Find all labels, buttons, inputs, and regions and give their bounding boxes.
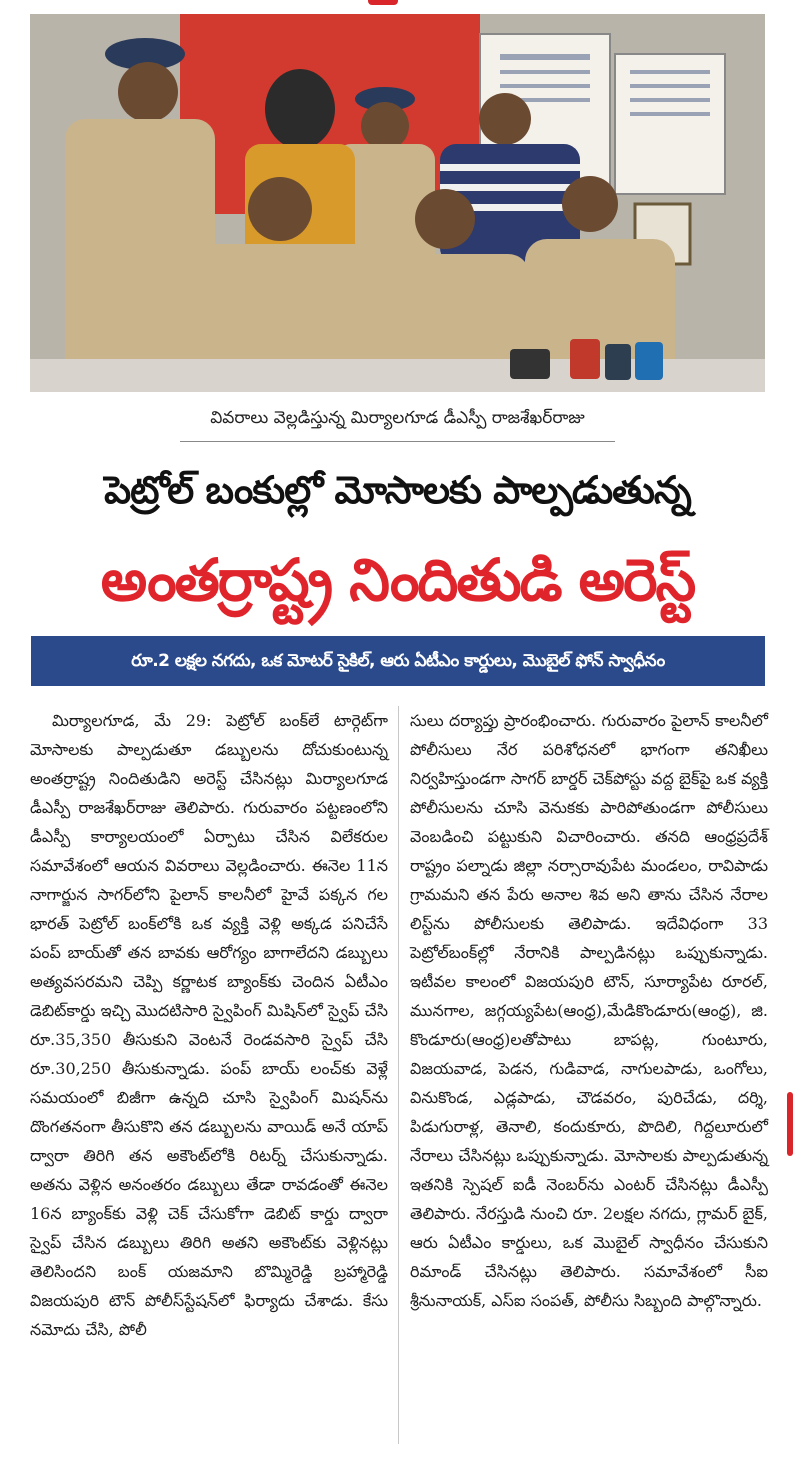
scroll-marker[interactable] — [787, 1092, 793, 1156]
photo-caption: వివరాలు వెల్లడిస్తున్న మిర్యాలగూడ డీఎస్పీ రాజశేఖర్‌రాజు — [210, 408, 585, 428]
article-column-right — [410, 706, 768, 1315]
main-headline: అంతర్రాష్ట్ర నిందితుడి అరెస్ట్ — [100, 546, 695, 614]
article-paragraph-left: మిర్యాలగూడ, మే 29: పెట్రోల్ బంక్‌లే టార్గెట్‌గా మోసాలకు పాల్పడుతూ డబ్బులను దోచుకుంటున్న అంతర్రాష్ట్ర నిందితుడిని అరెస్ట్ చేసినట్లు మిర్యాలగూడ డీఎస్పీ రాజశేఖర్‌రాజు తెలిపారు. గురువారం పట్టణంలోని డీఎస్పీ కార్యాలయంలో ఏర్పాటు చేసిన విలేకరుల సమావేశంలో ఆయన వివరాలు వెల్లడించారు. ఈనెల 11న నాగార్జున సాగర్‌లోని పైలాన్ కాలనీలో హైవే పక్కన గల భారత్ పెట్రోల్ బంక్‌లోకి ఒక వ్యక్తి వెళ్లి అక్కడ పనిచేసే పంప్ బాయ్‌తో తన బావకు ఆరోగ్యం బాగాలేదని డబ్బులు అత్యవసరమని చెప్పి కర్ణాటక బ్యాంక్‌కు చెందిన ఏటీఎం డెబిట్‌కార్డు ఇచ్చి మొదటిసారి స్వైపింగ్ మిషిన్‌లో స్వైప్ చేసి రూ.35,350 తీసుకుని వెంటనే రెండవసారి స్వైప్ చేసి రూ.30,250 తీసుకున్నాడు. పంప్ బాయ్ లంచ్‌కు వెళ్లే సమయంలో బిజీగా ఉన్నది చూసి స్వైపింగ్ మిషన్‌ను దొంగతనంగా తీసుకొని తన డబ్బులను వాయిడ్ అనే యాప్ ద్వారా తిరిగి తన అకౌంట్‌లోకి రిటర్న్ చేసుకున్నాడు. అతను వెళ్లిన అనంతరం డబ్బులు తేడా రావడంతో ఈనెల 16న బ్యాంక్‌కు వెళ్లి చెక్ చేసుకోగా డెబిట్ కార్డు ద్వారా స్వైప్ చేసిన డబ్బులు తిరిగి అతని అకౌంట్‌కు వెళ్లినట్లు తెలిసిందని బంక్ యజమాని బొమ్మిరెడ్డి బ్రహ్మారెడ్డి విజయపురి టౌన్ పోలీస్‌స్టేషన్‌లో ఫిర్యాదు చేశాడు. కేసు నమోదు చేసి, పోలీ — [30, 711, 388, 1339]
column-divider — [398, 706, 399, 1444]
caption-divider — [180, 441, 615, 442]
article-column-left — [30, 706, 388, 1344]
highlight-banner: రూ.2 లక్షల నగదు, ఒక మోటర్ సైకిల్, ఆరు ఏటీఎం కార్డులు, మొబైల్ ఫోన్ స్వాధీనం — [31, 636, 765, 686]
page-top-marker — [368, 0, 398, 5]
news-photo — [30, 14, 765, 392]
sub-headline: పెట్రోల్ బంకుల్లో మోసాలకు పాల్పడుతున్న — [104, 468, 691, 512]
article-paragraph-right: సులు దర్యాప్తు ప్రారంభించారు. గురువారం పైలాన్ కాలనీలో పోలీసులు నేర పరిశోధనలో భాగంగా తనిఖీలు నిర్వహిస్తుండగా సాగర్ బార్డర్ చెక్‌పోస్టు వద్ద బైక్‌పై ఒక వ్యక్తి పోలీసులను చూసి వెనుకకు పారిపోతుండగా పోలీసులు వెంబడించి పట్టుకుని విచారించారు. తనది ఆంధ్రప్రదేశ్ రాష్ట్రం పల్నాడు జిల్లా నర్సారావుపేట మండలం, రావిపాడు గ్రామమని తన పేరు అనాల శివ అని తాను చేసిన నేరాల లిస్ట్‌ను పోలీసులకు తెలిపాడు. ఇదేవిధంగా 33 పెట్రోల్‌బంక్‌ల్లో నేరానికి పాల్పడినట్లు ఒప్పుకున్నాడు. ఇటీవల కాలంలో విజయపురి టౌన్, సూర్యాపేట రూరల్, మునగాల, జగ్గయ్యపేట(ఆంధ్ర),మేడికొండూరు(ఆంధ్ర), జి. కొండూరు(ఆంధ్ర)లతోపాటు బాపట్ల, గుంటూరు, విజయవాడ, పెడన, గుడివాడ, నాగులపాడు, ఒంగోలు, వినుకొండ, ఎడ్లపాడు, చౌడవరం, పురిచేడు, దర్శి, పిడుగురాళ్ల, తెనాలి, కందుకూరు, పొదిలి, గిద్దలూరులో నేరాలు చేసినట్లు ఒప్పుకున్నాడు. మోసాలకు పాల్పడుతున్న ఇతనికి స్పెషల్ ఐడీ నెంబర్‌ను ఎంటర్ చేసినట్లు డీఎస్పీ తెలిపారు. నేరస్తుడి నుంచి రూ. 2లక్షల నగదు, గ్లామర్ బైక్, ఆరు ఏటీఎం కార్డులు, ఒక మొబైల్ స్వాధీనం చేసుకుని రిమాండ్ చేసినట్లు తెలిపారు. సమావేశంలో సీఐ శ్రీనునాయక్, ఎస్ఐ సంపత్, పోలీసు సిబ్బంది పాల్గొన్నారు. — [410, 711, 768, 1310]
